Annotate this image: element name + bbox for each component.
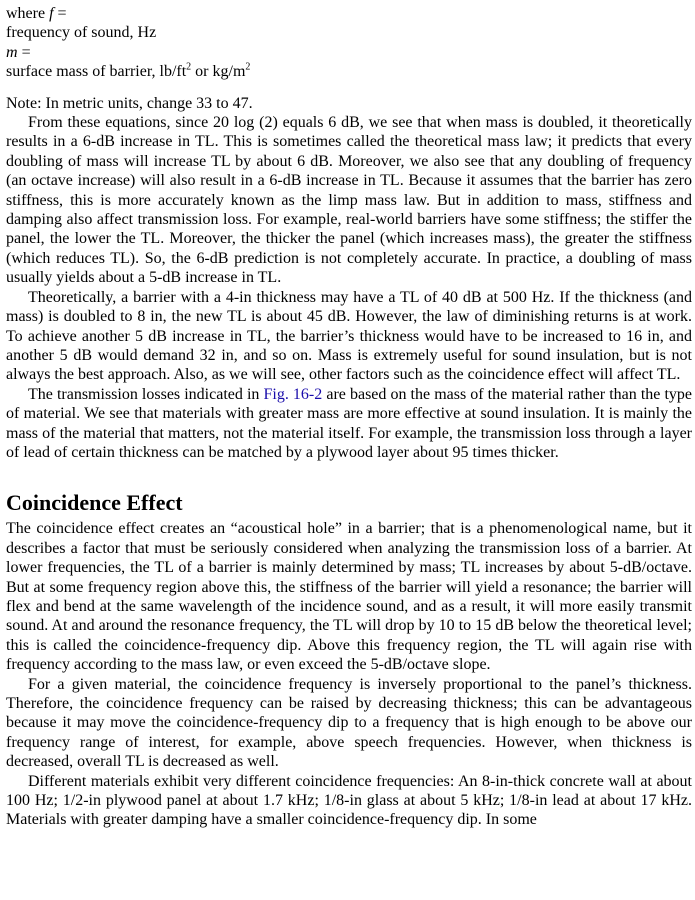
figure-link[interactable]: Fig. 16-2 — [263, 385, 323, 403]
definitions-block — [6, 4, 692, 82]
f-symbol: f — [49, 5, 54, 22]
definition-f-description: frequency of sound, Hz — [6, 24, 157, 42]
where-word: where — [6, 5, 50, 22]
definition-m-description — [6, 62, 692, 81]
definition-f-term — [6, 4, 692, 23]
paragraph-coincidence-materials: Different materials exhibit very different coincidence frequencies: An 8-in-thick concrete wall at about 100 Hz; 1/2-in plywood panel at about 1.7 kHz; 1/8-in glass at about 5 kHz; 1/8-in lead at about 17 kHz. Materials with greater damping have a smaller coincidence-frequency dip. In some — [6, 772, 692, 829]
m-desc-text: or kg/m — [191, 63, 246, 81]
equals-sign: = — [17, 43, 31, 61]
paragraph-thickness-example: Theoretically, a barrier with a 4-in thickness may have a TL of 40 dB at 500 Hz. If the thickness (and mass) is doubled to 8 in, the new TL is about 45 dB. However, the law of diminishing returns is at work. To achieve another 5 dB increase in TL, the barrier’s thickness would have to be increased to 16 in, and another 5 dB would demand 32 in, and so on. Mass is extremely useful for sound insulation, but is not always the best approach. Also, as we will see, other factors such as the coincidence effect will affect TL. — [6, 288, 692, 384]
paragraph-coincidence-thickness: For a given material, the coincidence frequency is inversely proportional to the panel’s thickness. Therefore, the coincidence frequency can be raised by decreasing thickness; this can be advantageous because it may move the coincidence-frequency dip to a frequency that is high enough to be above our frequency range of interest, for example, above speech frequencies. However, when thickness is decreased, overall TL is decreased as well. — [6, 675, 692, 771]
metric-note: Note: In metric units, change 33 to 47. — [6, 94, 253, 112]
m-desc-text: surface mass of barrier, lb/ft — [6, 63, 187, 81]
superscript: 2 — [186, 61, 192, 73]
m-symbol: m — [6, 43, 18, 61]
superscript: 2 — [245, 61, 251, 73]
paragraph-transmission-losses — [6, 385, 692, 463]
definition-m-term — [6, 43, 692, 62]
paragraph-text: are based on the mass of the material rather than the type of material. We see that materials with greater mass are more effective at sound insulation. It is mainly the mass of the material that matters, not the material itself. For example, the transmission loss through a layer of lead of certain thickness can be matched by a plywood layer about 95 times thicker. — [6, 385, 693, 461]
paragraph-text: The transmission losses indicated in — [28, 385, 264, 403]
paragraph-mass-law: From these equations, since 20 log (2) equals 6 dB, we see that when mass is doubled, it theoretically results in a 6-dB increase in TL. This is sometimes called the theoretical mass law; it predicts that every doubling of mass will increase TL by about 6 dB. Moreover, we also see that any doubling of frequency (an octave increase) will also result in a 6-dB increase in TL. Because it assumes that the barrier has zero stiffness, this is more accurately known as the limp mass law. But in addition to mass, stiffness and damping also affect transmission loss. For example, real-world barriers have some stiffness; the stiffer the panel, the lower the TL. Moreover, the thicker the panel (which increases mass), the greater the stiffness (which reduces TL). So, the 6-dB prediction is not completely accurate. In practice, a doubling of mass usually yields about a 5-dB increase in TL. — [6, 114, 692, 287]
equals-sign: = — [53, 5, 67, 22]
section-heading: Coincidence Effect — [6, 490, 183, 516]
paragraph-coincidence-intro: The coincidence effect creates an “acoustical hole” in a barrier; that is a phenomenological name, but it describes a factor that must be seriously considered when analyzing the transmission loss of a barrier. At lower frequencies, the TL of a barrier is mainly determined by mass; TL increases by about 5-dB/octave. But at some frequency region above this, the stiffness of the barrier will yield a resonance; the barrier will flex and bend at the same wavelength of the incidence sound, and as a result, it will more easily transmit sound. At and around the resonance frequency, the TL will drop by 10 to 15 dB below the theoretical level; this is called the coincidence-frequency dip. Above this frequency region, the TL will again rise with frequency according to the mass law, or even exceed the 5-dB/octave slope. — [6, 520, 692, 674]
